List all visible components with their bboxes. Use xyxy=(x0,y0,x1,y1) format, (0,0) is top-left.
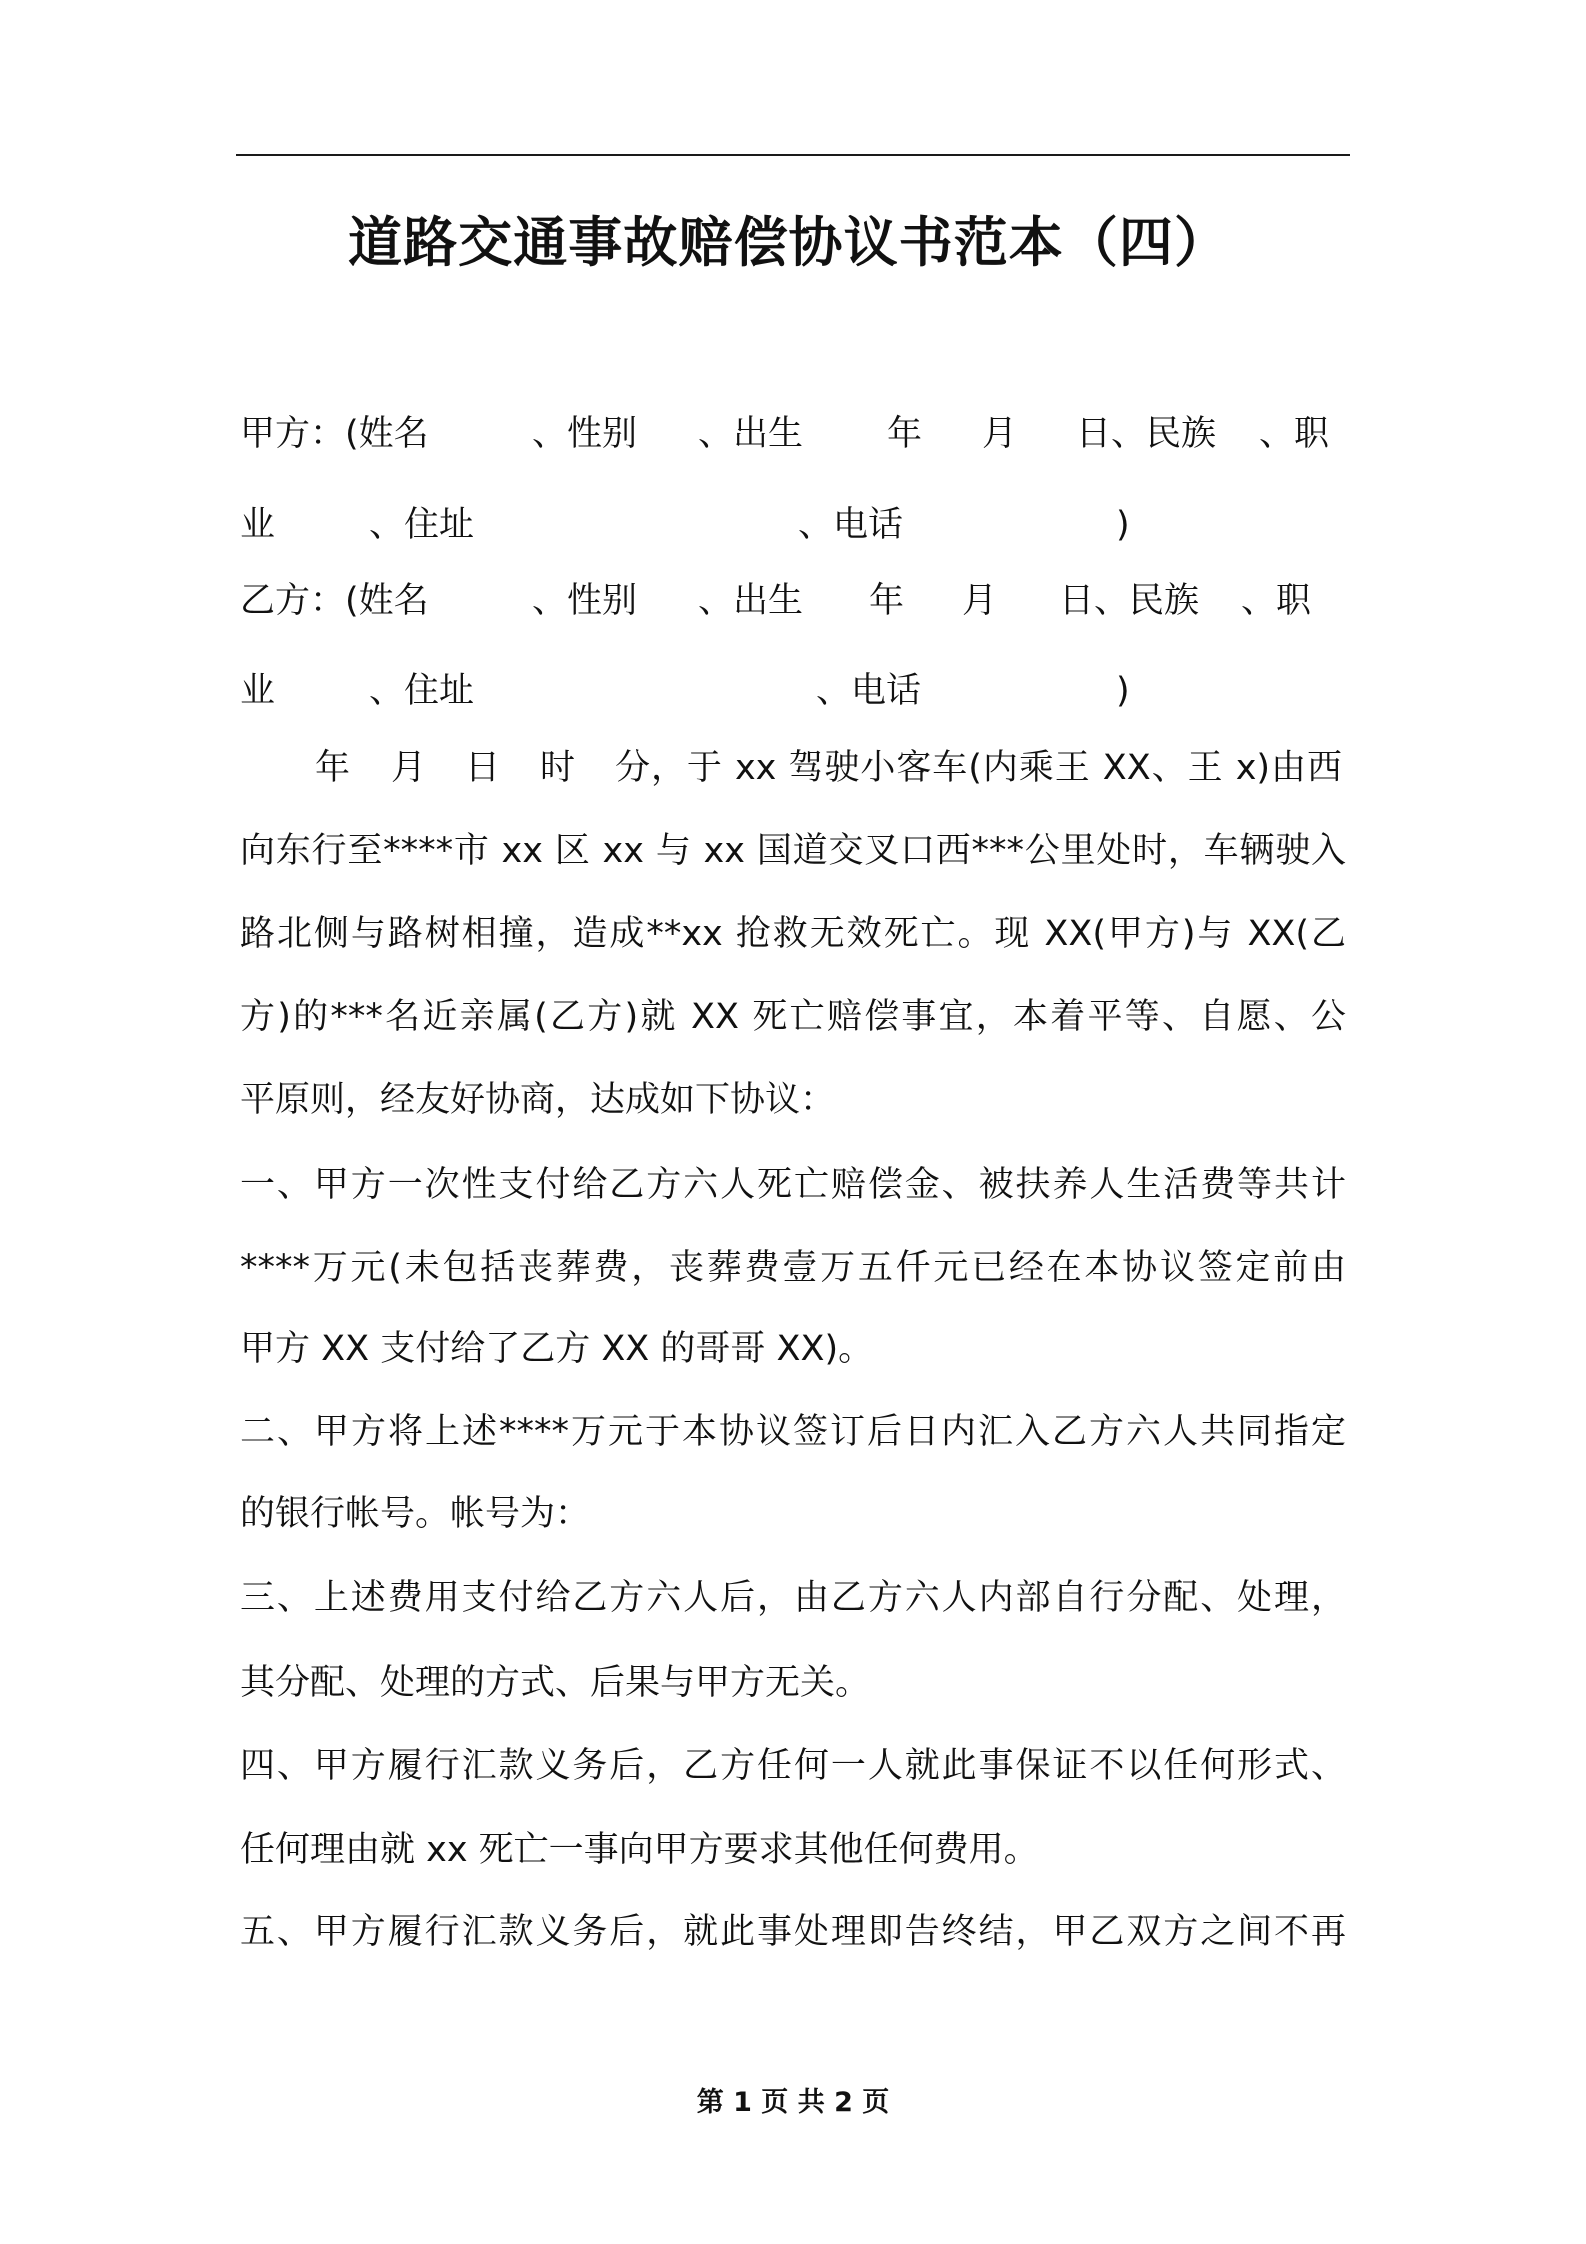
preamble-line: 方)的***名近亲属(乙方)就 XX 死亡赔偿事宜，本着平等、自愿、公 xyxy=(240,997,1346,1037)
article-1-line: ****万元(未包括丧葬费，丧葬费壹万五仟元已经在本协议签定前由 xyxy=(240,1248,1346,1288)
party-a-occupation-label-end: 业 xyxy=(240,505,276,545)
article-2-line: 的银行帐号。帐号为： xyxy=(240,1494,591,1534)
article-5-line: 五、甲方履行汇款义务后，就此事处理即告终结，甲乙双方之间不再 xyxy=(240,1912,1346,1952)
party-b-occupation-label: 、职 xyxy=(1241,581,1312,621)
preamble-first-line xyxy=(0,746,1586,790)
party-b-year-label: 年 xyxy=(869,581,905,621)
article-4-line: 任何理由就 xx 死亡一事向甲方要求其他任何费用。 xyxy=(240,1830,1039,1870)
party-b-occupation-label-end: 业 xyxy=(240,671,276,711)
preamble-year: 年 xyxy=(315,748,351,788)
party-b-birth-label: 、出生 xyxy=(698,581,804,621)
party-b-row-2 xyxy=(0,669,1586,713)
party-b-address-label: 、住址 xyxy=(369,671,475,711)
preamble-line: 平原则，经友好协商，达成如下协议： xyxy=(240,1080,836,1120)
party-a-address-label: 、住址 xyxy=(369,505,475,545)
party-b-phone-label: 、电话 xyxy=(816,671,922,711)
party-a-row-1 xyxy=(0,412,1586,456)
preamble-month: 月 xyxy=(391,748,427,788)
party-b-name-label: 乙方：(姓名 xyxy=(240,581,429,621)
article-3-line: 三、上述费用支付给乙方六人后，由乙方六人内部自行分配、处理， xyxy=(240,1578,1346,1618)
party-b-row-1 xyxy=(0,579,1586,623)
party-a-row-2 xyxy=(0,503,1586,547)
article-1-line: 甲方 XX 支付给了乙方 XX 的哥哥 XX)。 xyxy=(240,1329,874,1369)
preamble-line: 向东行至****市 xx 区 xx 与 xx 国道交叉口西***公里处时，车辆驶入 xyxy=(240,831,1346,871)
preamble-line: 路北侧与路树相撞，造成**xx 抢救无效死亡。现 XX(甲方)与 XX(乙 xyxy=(240,914,1346,954)
party-a-year-label: 年 xyxy=(887,414,923,454)
preamble-first-line-text: 分，于 xx 驾驶小客车(内乘王 XX、王 x)由西 xyxy=(615,748,1342,788)
party-b-gender-label: 、性别 xyxy=(532,581,638,621)
page-number-footer: 第 1 页 共 2 页 xyxy=(696,2087,890,2118)
header-rule xyxy=(236,154,1350,156)
party-a-month-label: 月 xyxy=(982,414,1018,454)
article-4-line: 四、甲方履行汇款义务后，乙方任何一人就此事保证不以任何形式、 xyxy=(240,1746,1346,1786)
party-b-month-label: 月 xyxy=(962,581,998,621)
party-a-phone-label: 、电话 xyxy=(798,505,904,545)
document-title: 道路交通事故赔偿协议书范本（四） xyxy=(348,211,1228,274)
party-a-name-label: 甲方：(姓名 xyxy=(240,414,429,454)
article-3-line: 其分配、处理的方式、后果与甲方无关。 xyxy=(240,1663,871,1703)
preamble-hour: 时 xyxy=(540,748,576,788)
party-b-close-paren: ) xyxy=(1116,671,1130,711)
party-a-gender-label: 、性别 xyxy=(532,414,638,454)
party-b-day-ethnicity-label: 日、民族 xyxy=(1059,581,1200,621)
article-1-line: 一、甲方一次性支付给乙方六人死亡赔偿金、被扶养人生活费等共计 xyxy=(240,1165,1346,1205)
party-a-occupation-label: 、职 xyxy=(1259,414,1330,454)
party-a-birth-label: 、出生 xyxy=(698,414,804,454)
party-a-day-ethnicity-label: 日、民族 xyxy=(1076,414,1217,454)
preamble-day: 日 xyxy=(465,748,501,788)
party-a-close-paren: ) xyxy=(1116,505,1130,545)
article-2-line: 二、甲方将上述****万元于本协议签订后日内汇入乙方六人共同指定 xyxy=(240,1412,1346,1452)
